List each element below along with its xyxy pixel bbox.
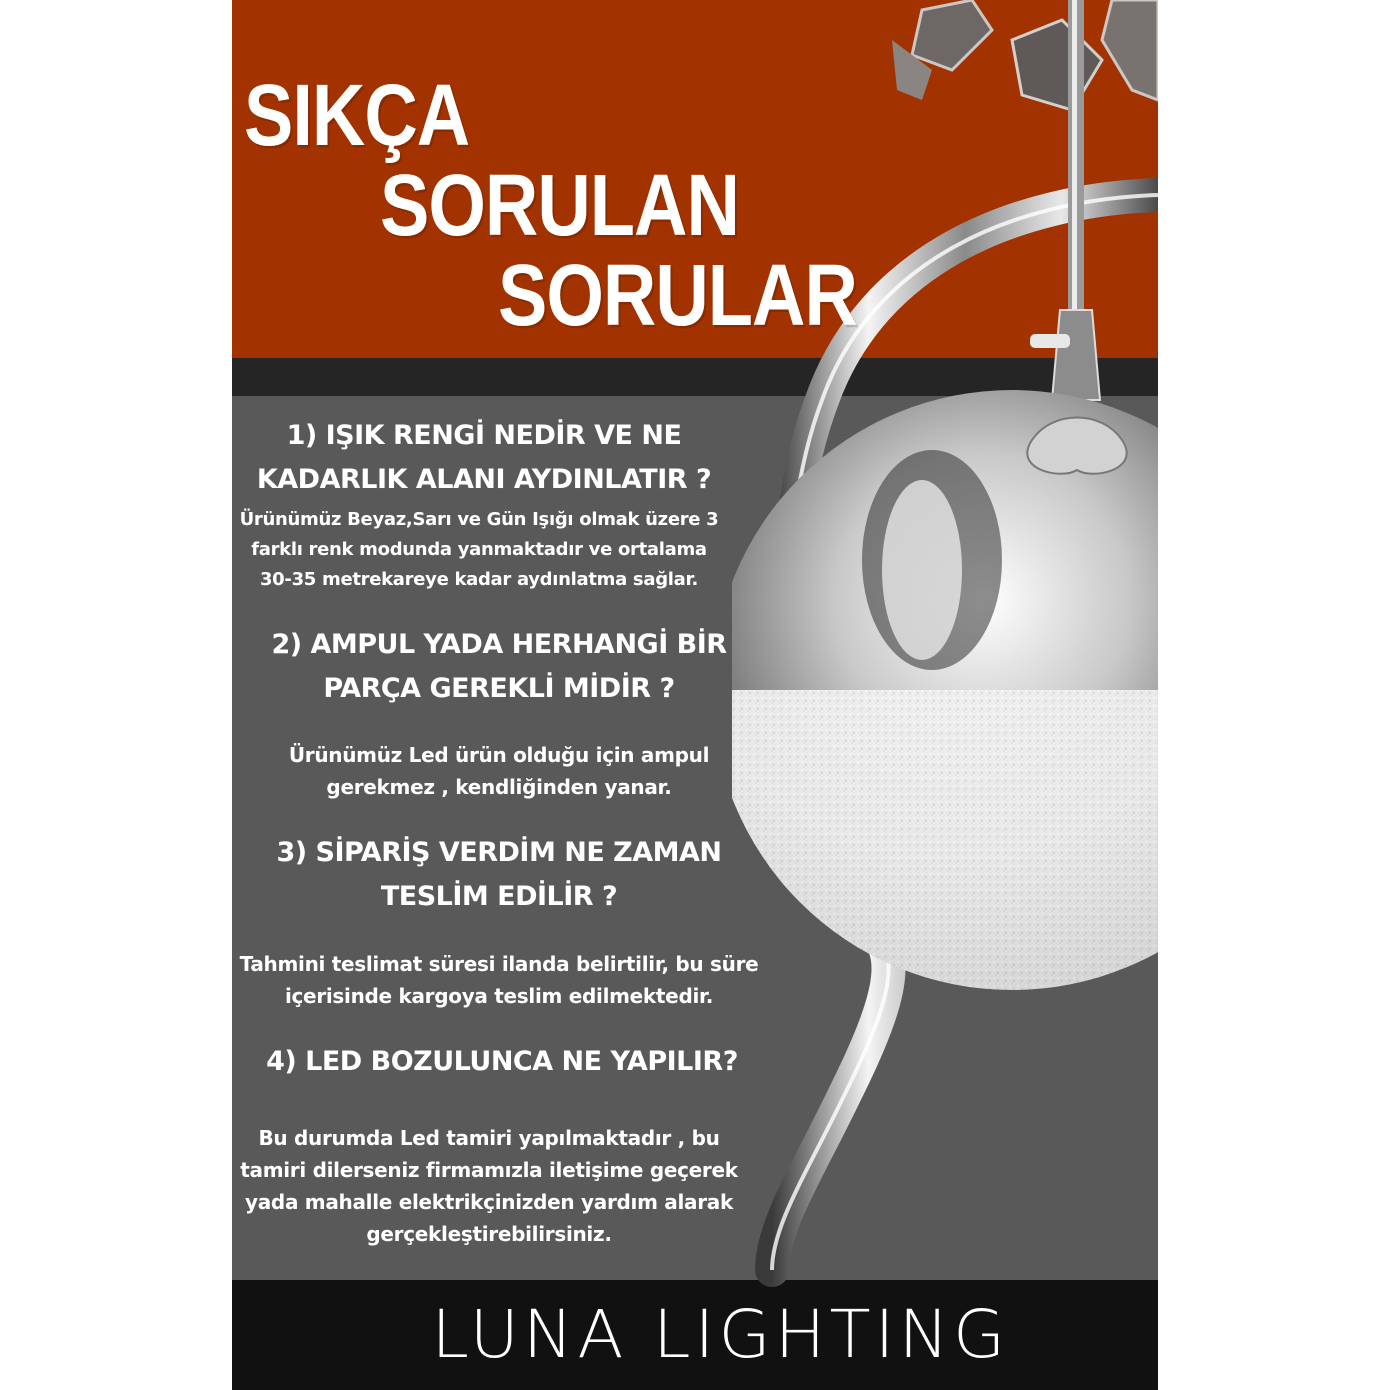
title-line-2: SORULAN — [380, 156, 739, 255]
faq-answer-3: Tahmini teslimat süresi ilanda belirtilir, bu süre içerisinde kargoya teslim edilmektedir. — [239, 952, 759, 1008]
faq-question-1: 1) IŞIK RENGİ NEDİR VE NE KADARLIK ALANI AYDINLATIR ? — [256, 420, 712, 495]
crystal-ornament — [892, 0, 1158, 110]
title-line-1: SIKÇA — [244, 66, 470, 165]
brand-text: LUNA LIGHTING — [431, 1296, 1009, 1373]
faq-question-2: 2) AMPUL YADA HERHANGİ BİR PARÇA GEREKLİ MİDİR ? — [271, 629, 727, 704]
faq-poster — [232, 0, 1158, 1390]
faq-answer-1: Ürünümüz Beyaz,Sarı ve Gün Işığı olmak üzere 3 farklı renk modunda yanmaktadır ve ortalama 30-35 metrekareye kadar aydınlatma sağlar. — [239, 509, 719, 590]
faq-answer-4: Bu durumda Led tamiri yapılmaktadır , bu tamiri dilerseniz firmamızla iletişime geçerek yada mahalle elektrikçinizden yardım alarak gerçekleştirebilirsiniz. — [240, 1126, 738, 1246]
faq-question-4: 4) LED BOZULUNCA NE YAPILIR? — [266, 1046, 738, 1077]
title-line-3: SORULAR — [498, 246, 857, 345]
faq-question-3: 3) SİPARİŞ VERDİM NE ZAMAN TESLİM EDİLİR ? — [276, 837, 722, 912]
brand-name — [232, 1290, 1158, 1380]
faq-answer-2: Ürünümüz Led ürün olduğu için ampul gerekmez , kendliğinden yanar. — [288, 743, 710, 799]
